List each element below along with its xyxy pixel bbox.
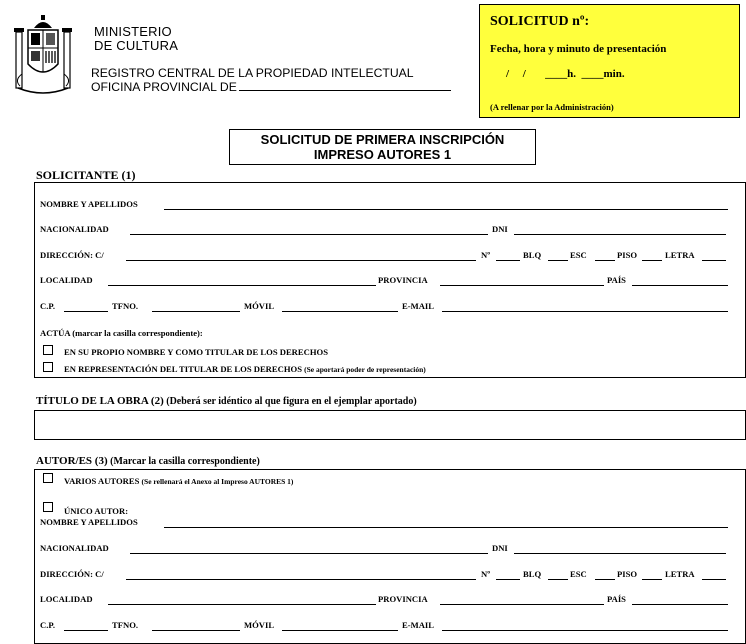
option-unico-autor: ÚNICO AUTOR: — [64, 506, 129, 516]
esc-field[interactable] — [595, 260, 615, 261]
autor-label-cp: C.P. — [40, 620, 55, 630]
autor-label-piso: PISO — [617, 569, 638, 579]
movil-field[interactable] — [282, 311, 398, 312]
autor-label-provincia: PROVINCIA — [378, 594, 428, 604]
label-localidad: LOCALIDAD — [40, 275, 93, 285]
autor-email-field[interactable] — [442, 630, 728, 631]
admin-box-date-label: Fecha, hora y minuto de presentación — [490, 43, 667, 55]
autor-label-n: Nº — [481, 569, 491, 579]
autores-heading-note: (Marcar la casilla correspondiente) — [110, 456, 260, 467]
autor-label-esc: ESC — [570, 569, 587, 579]
label-nombre: NOMBRE Y APELLIDOS — [40, 199, 138, 209]
titulo-heading — [36, 395, 417, 407]
label-tfno: TFNO. — [112, 301, 139, 311]
option-varios-autores — [64, 476, 293, 486]
admin-box-note: (A rellenar por la Administración) — [490, 102, 614, 112]
autor-nombre-field[interactable] — [164, 527, 728, 528]
label-email: E-MAIL — [402, 301, 434, 311]
autor-label-tfno: TFNO. — [112, 620, 139, 630]
autor-cp-field[interactable] — [64, 630, 108, 631]
solicitante-heading: SOLICITANTE (1) — [36, 168, 136, 182]
tfno-field[interactable] — [152, 311, 240, 312]
form-title-line-2: IMPRESO AUTORES 1 — [313, 147, 452, 162]
option-propio-nombre: EN SU PROPIO NOMBRE Y COMO TITULAR DE LOS DERECHOS — [64, 347, 328, 357]
actua-label: ACTÚA (marcar la casilla correspondiente): — [40, 328, 203, 338]
autor-label-localidad: LOCALIDAD — [40, 594, 93, 604]
ministry-line-1: MINISTERIO — [94, 24, 172, 39]
solicitante-dir-row — [40, 250, 730, 264]
label-esc: ESC — [570, 250, 587, 260]
dni-field[interactable] — [514, 234, 726, 235]
autor-numero-field[interactable] — [496, 579, 520, 580]
numero-field[interactable] — [496, 260, 520, 261]
localidad-field[interactable] — [108, 285, 376, 286]
admin-box-date-template: / / ____h. ____min. — [506, 68, 625, 80]
registry-name — [91, 66, 451, 94]
titulo-heading-note: (Deberá ser idéntico al que figura en el ejemplar aportado) — [166, 396, 417, 407]
label-piso: PISO — [617, 250, 638, 260]
ministry-line-2: DE CULTURA — [94, 38, 179, 53]
label-dni: DNI — [492, 224, 508, 234]
provincia-field[interactable] — [440, 285, 604, 286]
autor-label-dni: DNI — [492, 543, 508, 553]
autor-loc-row — [40, 594, 730, 608]
label-cp: C.P. — [40, 301, 55, 311]
email-field[interactable] — [442, 311, 728, 312]
checkbox-unico-autor[interactable] — [43, 502, 53, 512]
checkbox-representacion[interactable] — [43, 362, 53, 372]
admin-box — [479, 4, 740, 118]
autor-provincia-field[interactable] — [440, 604, 604, 605]
cp-field[interactable] — [64, 311, 108, 312]
varios-autores-note: (Se rellenará el Anexo al Impreso AUTORES 1) — [141, 477, 294, 486]
label-movil: MÓVIL — [244, 301, 275, 311]
option-representacion-note: (Se aportará poder de representación) — [304, 365, 426, 374]
autor-piso-field[interactable] — [642, 579, 662, 580]
label-letra: LETRA — [665, 250, 695, 260]
ministry-name — [94, 25, 178, 53]
autor-esc-field[interactable] — [595, 579, 615, 580]
blq-field[interactable] — [548, 260, 568, 261]
autor-pais-field[interactable] — [632, 604, 728, 605]
autor-movil-field[interactable] — [282, 630, 398, 631]
autor-name-row — [40, 517, 730, 531]
autor-label-nombre: NOMBRE Y APELLIDOS — [40, 517, 138, 527]
nombre-field[interactable] — [164, 209, 728, 210]
autor-nac-row — [40, 543, 730, 557]
autor-dni-field[interactable] — [514, 553, 726, 554]
admin-box-title: SOLICITUD nº: — [490, 14, 590, 29]
solicitante-nac-row — [40, 224, 730, 238]
letra-field[interactable] — [702, 260, 726, 261]
solicitante-name-row — [40, 199, 730, 213]
autor-tfno-field[interactable] — [152, 630, 240, 631]
autor-direccion-field[interactable] — [126, 579, 476, 580]
label-direccion: DIRECCIÓN: C/ — [40, 250, 104, 260]
registry-line-1: REGISTRO CENTRAL DE LA PROPIEDAD INTELECTUAL — [91, 66, 414, 80]
coat-of-arms-icon — [12, 14, 74, 98]
label-nacionalidad: NACIONALIDAD — [40, 224, 109, 234]
autor-letra-field[interactable] — [702, 579, 726, 580]
registry-line-2: OFICINA PROVINCIAL DE — [91, 80, 237, 94]
solicitante-contact-row — [40, 301, 730, 315]
form-title — [229, 129, 536, 165]
direccion-field[interactable] — [126, 260, 476, 261]
pais-field[interactable] — [632, 285, 728, 286]
autor-label-email: E-MAIL — [402, 620, 434, 630]
label-pais: PAÍS — [607, 275, 626, 285]
label-blq: BLQ — [523, 250, 542, 260]
piso-field[interactable] — [642, 260, 662, 261]
nacionalidad-field[interactable] — [130, 234, 488, 235]
autor-contact-row — [40, 620, 730, 634]
autores-heading — [36, 455, 260, 467]
autor-dir-row — [40, 569, 730, 583]
autor-nacionalidad-field[interactable] — [130, 553, 488, 554]
autor-label-pais: PAÍS — [607, 594, 626, 604]
checkbox-propio-nombre[interactable] — [43, 345, 53, 355]
option-representacion — [64, 364, 426, 374]
solicitante-loc-row — [40, 275, 730, 289]
autor-localidad-field[interactable] — [108, 604, 376, 605]
provincial-office-field[interactable] — [239, 80, 451, 91]
autor-blq-field[interactable] — [548, 579, 568, 580]
autor-label-movil: MÓVIL — [244, 620, 275, 630]
checkbox-varios-autores[interactable] — [43, 473, 53, 483]
label-provincia: PROVINCIA — [378, 275, 428, 285]
option-representacion-label: EN REPRESENTACIÓN DEL TITULAR DE LOS DERECHOS — [64, 364, 302, 374]
autor-label-blq: BLQ — [523, 569, 542, 579]
form-title-line-1: SOLICITUD DE PRIMERA INSCRIPCIÓN — [260, 132, 505, 147]
varios-autores-label: VARIOS AUTORES — [64, 476, 140, 486]
titulo-heading-label: TÍTULO DE LA OBRA (2) — [36, 395, 164, 407]
autor-label-letra: LETRA — [665, 569, 695, 579]
autor-label-direccion: DIRECCIÓN: C/ — [40, 569, 104, 579]
label-n: Nº — [481, 250, 491, 260]
autores-heading-label: AUTOR/ES (3) — [36, 455, 108, 467]
titulo-field[interactable] — [34, 410, 746, 440]
autor-label-nacionalidad: NACIONALIDAD — [40, 543, 109, 553]
